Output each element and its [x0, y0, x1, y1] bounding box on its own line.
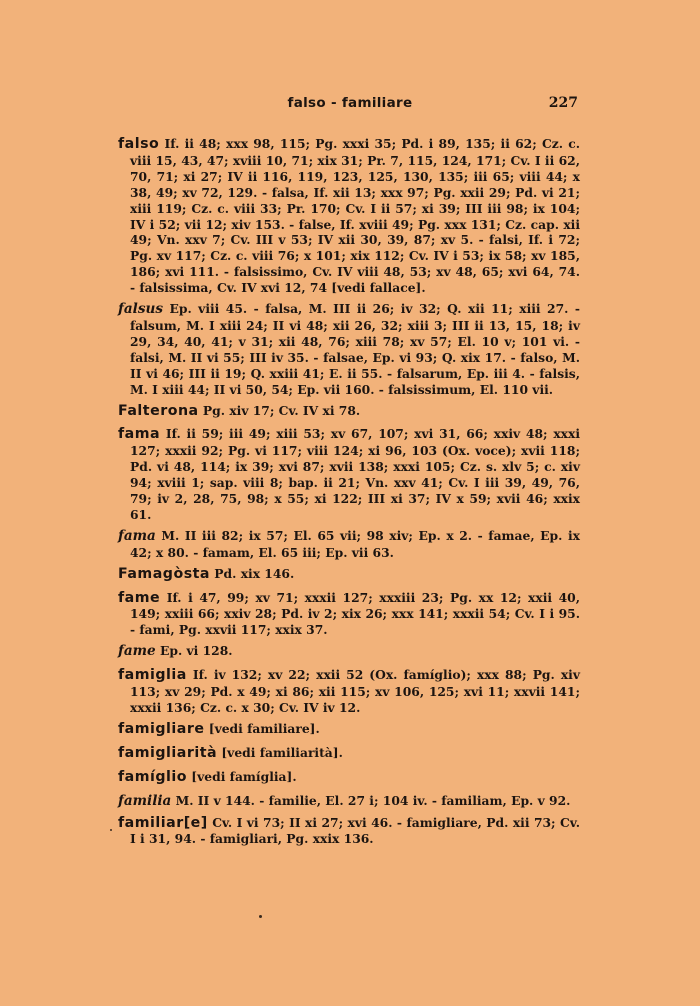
entry-text: Ep. viii 45. - falsa, M. III ii 26; iv 32; Q. xii 11; xiii 27. - falsum, M. I xiii 24; II vi 48; xii 26, 32; xiii 3; III ii 13, 15, 18; iv 29, 34, 40, 41; v 31; xii 48, 76; xiii 78; xv 57; El. 10 v; 101 vi. - falsi, M. II vi 55; III iv 35. - falsae, Ep. vi 93; Q. xix 17. - falso, M. II vi 46; III ii 19; Q. xxiii 41; E. ii 55. - falsarum, Ep. iii 4. - falsis, M. I xiii 44; II vi 50, 54; Ep. vii 160. - falsissimum, El. 110 vii.: [130, 301, 580, 397]
entry-falsus: [118, 301, 580, 397]
entry-text: If. iv 132; xv 22; xxii 52 (Ox. famíglio); xxx 88; Pg. xiv 113; xv 29; Pd. x 49; xi 86; xii 115; xv 106, 125; xvi 11; xxvii 141; xxxii 136; Cz. c. x 30; Cv. IV iv 12.: [130, 667, 580, 715]
entry-text: If. ii 48; xxx 98, 115; Pg. xxxi 35; Pd. i 89, 135; ii 62; Cz. c. viii 15, 43, 47; xviii 10, 71; xix 31; Pr. 7, 115, 124, 171; Cv. I ii 62, 70, 71; xi 27; IV ii 116, 119, 123, 125, 130, 135; iii 65; viii 44; x 38, 49; xv 72, 129. - falsa, If. xii 13; xxx 97; Pg. xxii 29; Pd. vi 21; xiii 119; Cz. c. viii 33; Pr. 170; Cv. I ii 57; xi 39; III iii 98; ix 104; IV i 52; vii 12; xiv 153. - false, If. xviii 49; Pg. xxx 131; Cz. cap. xii 49; Vn. xxv 7; Cv. III v 53; IV xii 30, 39, 87; xv 5. - falsi, If. i 72; Pg. xv 117; Cz. c. viii 76; x 101; xix 112; Cv. IV i 53; ix 58; xv 185, 186; xvi 111. - falsissimo, Cv. IV viii 48, 53; xv 48, 65; xvi 64, 74. - falsissima, Cv. IV xvi 12, 74 [vedi fallace].: [130, 136, 580, 296]
entry-famiglio: [118, 769, 580, 786]
entry-text: [vedi famíglia].: [187, 768, 297, 784]
headword: famíglio: [118, 768, 188, 785]
headword: fame: [118, 643, 156, 660]
entry-familiare: [118, 815, 580, 848]
headword: falso: [118, 136, 160, 152]
entry-text: Pd. xix 146.: [210, 565, 295, 581]
entry-fame-latin: [118, 643, 580, 660]
headword: Falterona: [118, 402, 199, 419]
entry-fama-latin: [118, 528, 580, 561]
headword: famigliare: [118, 720, 205, 737]
entry-text: M. II iii 82; ix 57; El. 65 vii; 98 xiv; Ep. x 2. - famae, Ep. ix 42; x 80. - famam, El. 65 iii; Ep. vii 63.: [130, 527, 580, 560]
ink-speck: [259, 915, 262, 918]
entry-text: [vedi familiarità].: [217, 744, 343, 760]
entry-text: If. ii 59; iii 49; xiii 53; xv 67, 107; xvi 31, 66; xxiv 48; xxxi 127; xxxii 92; Pg. vi 117; viii 124; xi 96, 103 (Ox. voce); xvii 118; Pd. vi 48, 114; ix 39; xvi 87; xvii 138; xxxi 105; Cz. s. xlv 5; c. xiv 94; xviii 1; sap. viii 8; bap. ii 21; Vn. xxv 41; Cv. I iii 39, 49, 76, 79; iv 2, 28, 75, 98; x 55; xi 122; III xi 37; IV x 59; xvii 46; xxix 61.: [130, 426, 580, 522]
headword: famiglia: [118, 667, 187, 684]
running-head: falso - familiare: [287, 95, 413, 111]
ink-speck: [110, 829, 112, 831]
headword: familiar[e]: [118, 814, 208, 831]
headword: Famagòsta: [118, 565, 210, 582]
page-header: [120, 95, 580, 117]
page-number: 227: [548, 95, 578, 111]
headword: fama: [118, 426, 161, 443]
entry-text: [vedi familiare].: [204, 720, 320, 736]
entry-text: Pg. xiv 17; Cv. IV xi 78.: [198, 402, 361, 418]
entry-falso: [118, 136, 580, 296]
entry-text: M. II v 144. - familie, El. 27 i; 104 iv. - familiam, Ep. v 92.: [171, 792, 571, 808]
headword: familia: [118, 792, 172, 809]
headword: famigliarità: [118, 744, 218, 761]
entry-famigliarita: [118, 745, 580, 762]
headword: fame: [118, 589, 161, 606]
entry-text: Cv. I vi 73; II xi 27; xvi 46. - famigliare, Pd. xii 73; Cv. I i 31, 94. - famigliari, Pg. xxix 136.: [130, 814, 580, 847]
entries-list: [118, 136, 580, 852]
entry-fame: [118, 590, 580, 639]
entry-famiglia: [118, 667, 580, 716]
entry-famagosta: [118, 566, 580, 583]
entry-fama: [118, 426, 580, 522]
entry-falterona: [118, 403, 580, 420]
entry-famigliare: [118, 721, 580, 738]
headword: fama: [118, 527, 156, 544]
entry-text: Ep. vi 128.: [155, 643, 233, 659]
headword: falsus: [118, 301, 164, 318]
entry-text: If. i 47, 99; xv 71; xxxii 127; xxxiii 23; Pg. xx 12; xxii 40, 149; xxiii 66; xxiv 28; Pd. iv 2; xix 26; xxx 141; xxxii 54; Cv. I i 95. - fami, Pg. xxvii 117; xxix 37.: [130, 589, 580, 638]
entry-familia: [118, 793, 580, 810]
